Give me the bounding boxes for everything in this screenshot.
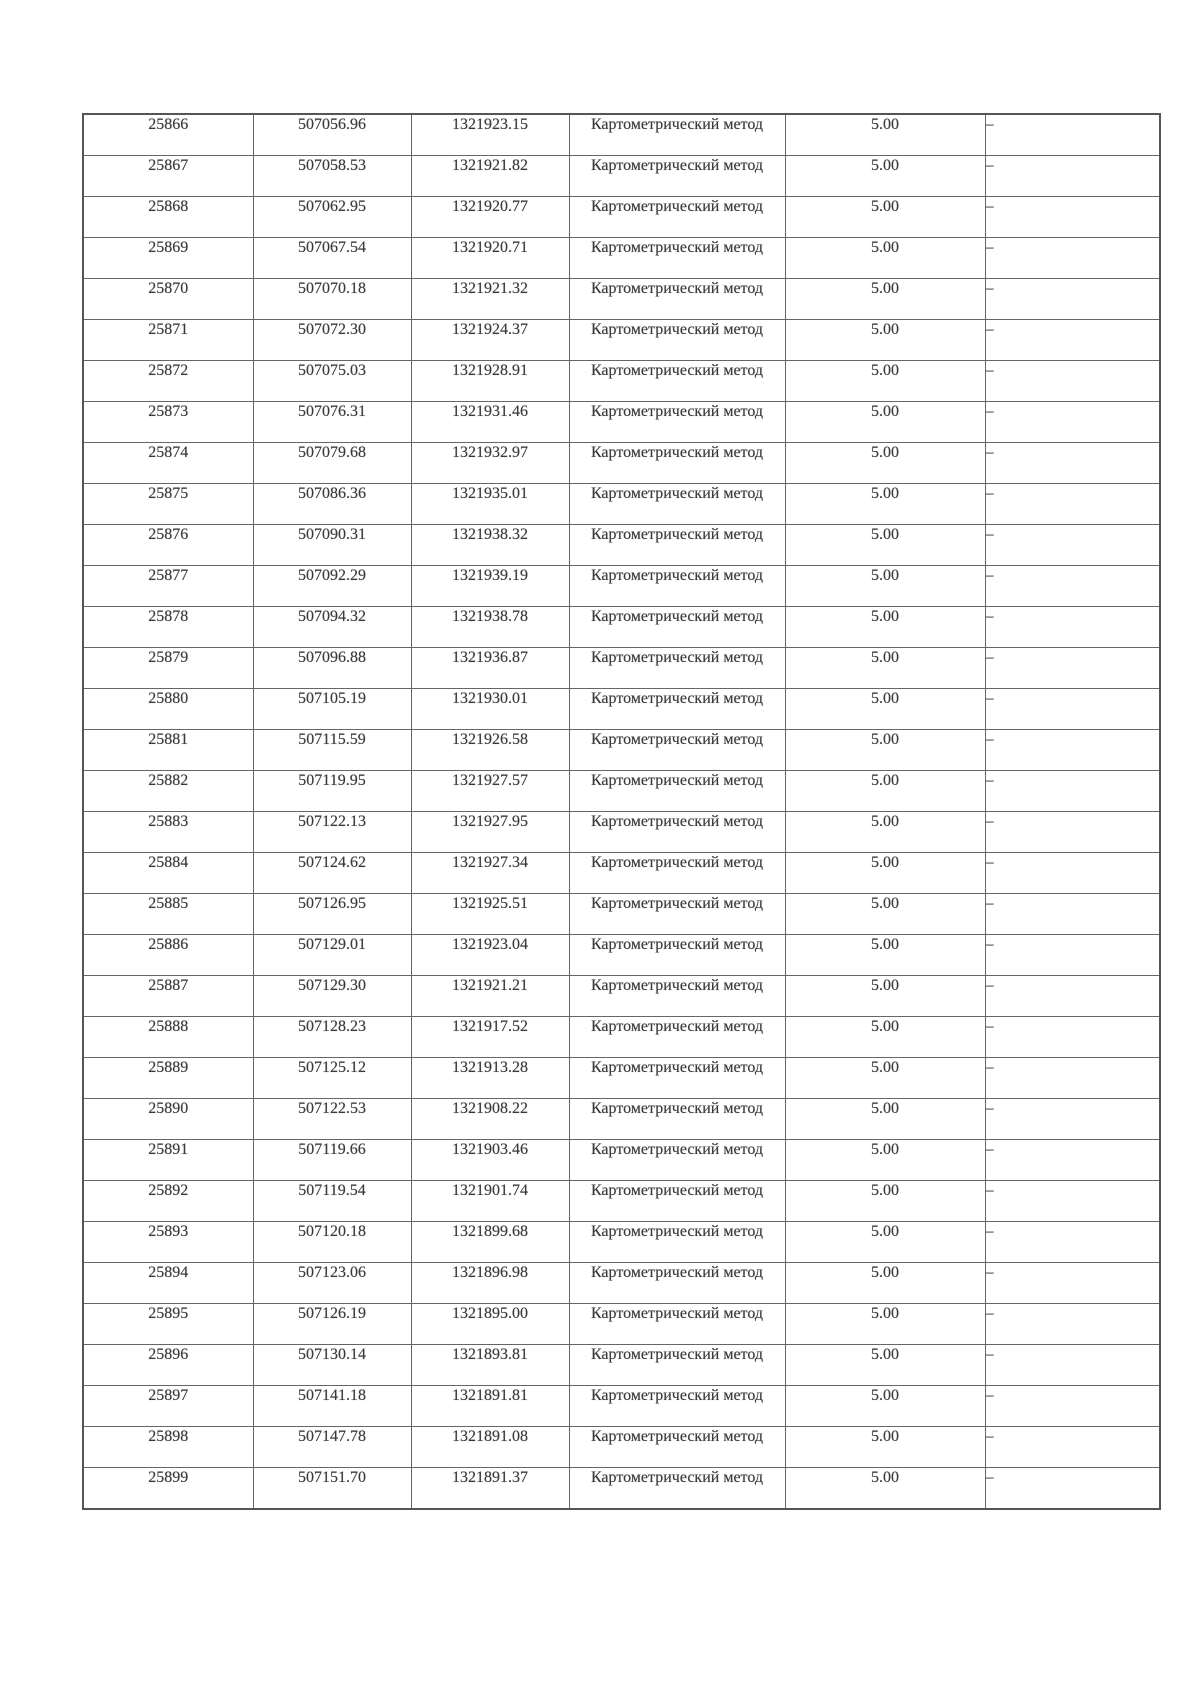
method-cell: Картометрический метод xyxy=(569,402,785,443)
point-number-cell: 25893 xyxy=(83,1222,253,1263)
method-cell: Картометрический метод xyxy=(569,238,785,279)
y-coordinate-cell: 1321901.74 xyxy=(411,1181,569,1222)
y-coordinate-cell: 1321932.97 xyxy=(411,443,569,484)
note-cell: – xyxy=(985,279,1160,320)
x-coordinate-cell: 507105.19 xyxy=(253,689,411,730)
table-row xyxy=(83,1468,1160,1510)
y-coordinate-cell: 1321924.37 xyxy=(411,320,569,361)
y-coordinate-cell: 1321908.22 xyxy=(411,1099,569,1140)
method-cell: Картометрический метод xyxy=(569,853,785,894)
y-coordinate-cell: 1321930.01 xyxy=(411,689,569,730)
x-coordinate-cell: 507086.36 xyxy=(253,484,411,525)
table-row xyxy=(83,771,1160,812)
point-number-cell: 25897 xyxy=(83,1386,253,1427)
point-number-cell: 25898 xyxy=(83,1427,253,1468)
point-number-cell: 25885 xyxy=(83,894,253,935)
accuracy-cell: 5.00 xyxy=(785,402,985,443)
y-coordinate-cell: 1321895.00 xyxy=(411,1304,569,1345)
coordinates-table-body xyxy=(83,114,1160,1509)
table-row xyxy=(83,853,1160,894)
method-cell: Картометрический метод xyxy=(569,730,785,771)
table-row xyxy=(83,1058,1160,1099)
note-cell: – xyxy=(985,1263,1160,1304)
accuracy-cell: 5.00 xyxy=(785,1017,985,1058)
y-coordinate-cell: 1321913.28 xyxy=(411,1058,569,1099)
table-row xyxy=(83,1263,1160,1304)
method-cell: Картометрический метод xyxy=(569,935,785,976)
x-coordinate-cell: 507119.54 xyxy=(253,1181,411,1222)
method-cell: Картометрический метод xyxy=(569,279,785,320)
method-cell: Картометрический метод xyxy=(569,1058,785,1099)
accuracy-cell: 5.00 xyxy=(785,1263,985,1304)
table-row xyxy=(83,1386,1160,1427)
accuracy-cell: 5.00 xyxy=(785,812,985,853)
y-coordinate-cell: 1321921.82 xyxy=(411,156,569,197)
point-number-cell: 25886 xyxy=(83,935,253,976)
x-coordinate-cell: 507075.03 xyxy=(253,361,411,402)
x-coordinate-cell: 507092.29 xyxy=(253,566,411,607)
x-coordinate-cell: 507094.32 xyxy=(253,607,411,648)
point-number-cell: 25879 xyxy=(83,648,253,689)
coordinates-table xyxy=(82,113,1161,1510)
table-row xyxy=(83,1017,1160,1058)
y-coordinate-cell: 1321938.32 xyxy=(411,525,569,566)
y-coordinate-cell: 1321896.98 xyxy=(411,1263,569,1304)
x-coordinate-cell: 507067.54 xyxy=(253,238,411,279)
x-coordinate-cell: 507123.06 xyxy=(253,1263,411,1304)
method-cell: Картометрический метод xyxy=(569,894,785,935)
y-coordinate-cell: 1321927.95 xyxy=(411,812,569,853)
x-coordinate-cell: 507062.95 xyxy=(253,197,411,238)
table-row xyxy=(83,279,1160,320)
note-cell: – xyxy=(985,1468,1160,1510)
x-coordinate-cell: 507056.96 xyxy=(253,114,411,156)
method-cell: Картометрический метод xyxy=(569,1140,785,1181)
method-cell: Картометрический метод xyxy=(569,812,785,853)
y-coordinate-cell: 1321926.58 xyxy=(411,730,569,771)
point-number-cell: 25895 xyxy=(83,1304,253,1345)
point-number-cell: 25872 xyxy=(83,361,253,402)
point-number-cell: 25891 xyxy=(83,1140,253,1181)
point-number-cell: 25892 xyxy=(83,1181,253,1222)
note-cell: – xyxy=(985,730,1160,771)
x-coordinate-cell: 507072.30 xyxy=(253,320,411,361)
table-row xyxy=(83,156,1160,197)
accuracy-cell: 5.00 xyxy=(785,525,985,566)
x-coordinate-cell: 507090.31 xyxy=(253,525,411,566)
table-row xyxy=(83,238,1160,279)
point-number-cell: 25894 xyxy=(83,1263,253,1304)
table-row xyxy=(83,197,1160,238)
x-coordinate-cell: 507070.18 xyxy=(253,279,411,320)
note-cell: – xyxy=(985,812,1160,853)
method-cell: Картометрический метод xyxy=(569,114,785,156)
x-coordinate-cell: 507128.23 xyxy=(253,1017,411,1058)
x-coordinate-cell: 507126.19 xyxy=(253,1304,411,1345)
x-coordinate-cell: 507119.95 xyxy=(253,771,411,812)
table-row xyxy=(83,484,1160,525)
accuracy-cell: 5.00 xyxy=(785,771,985,812)
method-cell: Картометрический метод xyxy=(569,1181,785,1222)
note-cell: – xyxy=(985,197,1160,238)
point-number-cell: 25867 xyxy=(83,156,253,197)
accuracy-cell: 5.00 xyxy=(785,197,985,238)
y-coordinate-cell: 1321891.08 xyxy=(411,1427,569,1468)
y-coordinate-cell: 1321939.19 xyxy=(411,566,569,607)
note-cell: – xyxy=(985,689,1160,730)
method-cell: Картометрический метод xyxy=(569,1386,785,1427)
method-cell: Картометрический метод xyxy=(569,1263,785,1304)
y-coordinate-cell: 1321928.91 xyxy=(411,361,569,402)
point-number-cell: 25874 xyxy=(83,443,253,484)
accuracy-cell: 5.00 xyxy=(785,1345,985,1386)
note-cell: – xyxy=(985,1345,1160,1386)
accuracy-cell: 5.00 xyxy=(785,648,985,689)
accuracy-cell: 5.00 xyxy=(785,566,985,607)
note-cell: – xyxy=(985,1304,1160,1345)
y-coordinate-cell: 1321920.71 xyxy=(411,238,569,279)
method-cell: Картометрический метод xyxy=(569,1017,785,1058)
point-number-cell: 25866 xyxy=(83,114,253,156)
x-coordinate-cell: 507096.88 xyxy=(253,648,411,689)
table-row xyxy=(83,566,1160,607)
y-coordinate-cell: 1321925.51 xyxy=(411,894,569,935)
method-cell: Картометрический метод xyxy=(569,525,785,566)
table-row xyxy=(83,648,1160,689)
method-cell: Картометрический метод xyxy=(569,197,785,238)
method-cell: Картометрический метод xyxy=(569,361,785,402)
method-cell: Картометрический метод xyxy=(569,648,785,689)
table-row xyxy=(83,361,1160,402)
note-cell: – xyxy=(985,361,1160,402)
table-row xyxy=(83,1099,1160,1140)
accuracy-cell: 5.00 xyxy=(785,1181,985,1222)
point-number-cell: 25870 xyxy=(83,279,253,320)
accuracy-cell: 5.00 xyxy=(785,607,985,648)
y-coordinate-cell: 1321917.52 xyxy=(411,1017,569,1058)
x-coordinate-cell: 507120.18 xyxy=(253,1222,411,1263)
table-row xyxy=(83,1427,1160,1468)
table-row xyxy=(83,1304,1160,1345)
accuracy-cell: 5.00 xyxy=(785,1304,985,1345)
table-row xyxy=(83,402,1160,443)
y-coordinate-cell: 1321935.01 xyxy=(411,484,569,525)
x-coordinate-cell: 507079.68 xyxy=(253,443,411,484)
accuracy-cell: 5.00 xyxy=(785,894,985,935)
accuracy-cell: 5.00 xyxy=(785,1468,985,1510)
point-number-cell: 25889 xyxy=(83,1058,253,1099)
note-cell: – xyxy=(985,320,1160,361)
accuracy-cell: 5.00 xyxy=(785,1222,985,1263)
method-cell: Картометрический метод xyxy=(569,1099,785,1140)
method-cell: Картометрический метод xyxy=(569,607,785,648)
point-number-cell: 25877 xyxy=(83,566,253,607)
table-row xyxy=(83,730,1160,771)
y-coordinate-cell: 1321893.81 xyxy=(411,1345,569,1386)
point-number-cell: 25881 xyxy=(83,730,253,771)
point-number-cell: 25887 xyxy=(83,976,253,1017)
y-coordinate-cell: 1321891.81 xyxy=(411,1386,569,1427)
table-row xyxy=(83,1345,1160,1386)
note-cell: – xyxy=(985,1222,1160,1263)
note-cell: – xyxy=(985,976,1160,1017)
point-number-cell: 25876 xyxy=(83,525,253,566)
note-cell: – xyxy=(985,484,1160,525)
table-row xyxy=(83,1140,1160,1181)
point-number-cell: 25890 xyxy=(83,1099,253,1140)
accuracy-cell: 5.00 xyxy=(785,1386,985,1427)
note-cell: – xyxy=(985,525,1160,566)
table-row xyxy=(83,443,1160,484)
x-coordinate-cell: 507119.66 xyxy=(253,1140,411,1181)
y-coordinate-cell: 1321891.37 xyxy=(411,1468,569,1510)
table-row xyxy=(83,607,1160,648)
point-number-cell: 25868 xyxy=(83,197,253,238)
y-coordinate-cell: 1321927.57 xyxy=(411,771,569,812)
y-coordinate-cell: 1321927.34 xyxy=(411,853,569,894)
method-cell: Картометрический метод xyxy=(569,443,785,484)
x-coordinate-cell: 507124.62 xyxy=(253,853,411,894)
accuracy-cell: 5.00 xyxy=(785,1140,985,1181)
x-coordinate-cell: 507147.78 xyxy=(253,1427,411,1468)
x-coordinate-cell: 507126.95 xyxy=(253,894,411,935)
note-cell: – xyxy=(985,1058,1160,1099)
note-cell: – xyxy=(985,1140,1160,1181)
point-number-cell: 25884 xyxy=(83,853,253,894)
accuracy-cell: 5.00 xyxy=(785,238,985,279)
table-row xyxy=(83,1222,1160,1263)
y-coordinate-cell: 1321923.15 xyxy=(411,114,569,156)
y-coordinate-cell: 1321921.32 xyxy=(411,279,569,320)
y-coordinate-cell: 1321921.21 xyxy=(411,976,569,1017)
note-cell: – xyxy=(985,648,1160,689)
accuracy-cell: 5.00 xyxy=(785,1099,985,1140)
x-coordinate-cell: 507058.53 xyxy=(253,156,411,197)
note-cell: – xyxy=(985,894,1160,935)
method-cell: Картометрический метод xyxy=(569,689,785,730)
point-number-cell: 25878 xyxy=(83,607,253,648)
method-cell: Картометрический метод xyxy=(569,156,785,197)
table-row xyxy=(83,935,1160,976)
y-coordinate-cell: 1321931.46 xyxy=(411,402,569,443)
x-coordinate-cell: 507130.14 xyxy=(253,1345,411,1386)
x-coordinate-cell: 507122.13 xyxy=(253,812,411,853)
note-cell: – xyxy=(985,238,1160,279)
table-row xyxy=(83,320,1160,361)
y-coordinate-cell: 1321936.87 xyxy=(411,648,569,689)
point-number-cell: 25871 xyxy=(83,320,253,361)
table-row xyxy=(83,689,1160,730)
accuracy-cell: 5.00 xyxy=(785,484,985,525)
x-coordinate-cell: 507125.12 xyxy=(253,1058,411,1099)
method-cell: Картометрический метод xyxy=(569,1345,785,1386)
point-number-cell: 25888 xyxy=(83,1017,253,1058)
note-cell: – xyxy=(985,771,1160,812)
table-row xyxy=(83,114,1160,156)
x-coordinate-cell: 507129.01 xyxy=(253,935,411,976)
x-coordinate-cell: 507129.30 xyxy=(253,976,411,1017)
table-row xyxy=(83,976,1160,1017)
accuracy-cell: 5.00 xyxy=(785,156,985,197)
y-coordinate-cell: 1321920.77 xyxy=(411,197,569,238)
note-cell: – xyxy=(985,566,1160,607)
point-number-cell: 25882 xyxy=(83,771,253,812)
table-row xyxy=(83,894,1160,935)
accuracy-cell: 5.00 xyxy=(785,279,985,320)
note-cell: – xyxy=(985,935,1160,976)
point-number-cell: 25899 xyxy=(83,1468,253,1510)
method-cell: Картометрический метод xyxy=(569,771,785,812)
method-cell: Картометрический метод xyxy=(569,1468,785,1510)
method-cell: Картометрический метод xyxy=(569,1427,785,1468)
accuracy-cell: 5.00 xyxy=(785,853,985,894)
point-number-cell: 25869 xyxy=(83,238,253,279)
accuracy-cell: 5.00 xyxy=(785,1058,985,1099)
point-number-cell: 25880 xyxy=(83,689,253,730)
note-cell: – xyxy=(985,1427,1160,1468)
y-coordinate-cell: 1321899.68 xyxy=(411,1222,569,1263)
point-number-cell: 25896 xyxy=(83,1345,253,1386)
y-coordinate-cell: 1321938.78 xyxy=(411,607,569,648)
accuracy-cell: 5.00 xyxy=(785,361,985,402)
accuracy-cell: 5.00 xyxy=(785,1427,985,1468)
accuracy-cell: 5.00 xyxy=(785,730,985,771)
table-row xyxy=(83,1181,1160,1222)
method-cell: Картометрический метод xyxy=(569,976,785,1017)
note-cell: – xyxy=(985,1386,1160,1427)
method-cell: Картометрический метод xyxy=(569,1304,785,1345)
accuracy-cell: 5.00 xyxy=(785,443,985,484)
note-cell: – xyxy=(985,1017,1160,1058)
note-cell: – xyxy=(985,402,1160,443)
accuracy-cell: 5.00 xyxy=(785,976,985,1017)
note-cell: – xyxy=(985,114,1160,156)
note-cell: – xyxy=(985,443,1160,484)
method-cell: Картометрический метод xyxy=(569,320,785,361)
note-cell: – xyxy=(985,1099,1160,1140)
table-row xyxy=(83,812,1160,853)
x-coordinate-cell: 507115.59 xyxy=(253,730,411,771)
method-cell: Картометрический метод xyxy=(569,566,785,607)
y-coordinate-cell: 1321903.46 xyxy=(411,1140,569,1181)
point-number-cell: 25873 xyxy=(83,402,253,443)
accuracy-cell: 5.00 xyxy=(785,689,985,730)
accuracy-cell: 5.00 xyxy=(785,935,985,976)
point-number-cell: 25883 xyxy=(83,812,253,853)
accuracy-cell: 5.00 xyxy=(785,114,985,156)
x-coordinate-cell: 507141.18 xyxy=(253,1386,411,1427)
method-cell: Картометрический метод xyxy=(569,484,785,525)
note-cell: – xyxy=(985,1181,1160,1222)
accuracy-cell: 5.00 xyxy=(785,320,985,361)
point-number-cell: 25875 xyxy=(83,484,253,525)
y-coordinate-cell: 1321923.04 xyxy=(411,935,569,976)
table-row xyxy=(83,525,1160,566)
x-coordinate-cell: 507076.31 xyxy=(253,402,411,443)
x-coordinate-cell: 507151.70 xyxy=(253,1468,411,1510)
note-cell: – xyxy=(985,156,1160,197)
note-cell: – xyxy=(985,607,1160,648)
method-cell: Картометрический метод xyxy=(569,1222,785,1263)
note-cell: – xyxy=(985,853,1160,894)
x-coordinate-cell: 507122.53 xyxy=(253,1099,411,1140)
